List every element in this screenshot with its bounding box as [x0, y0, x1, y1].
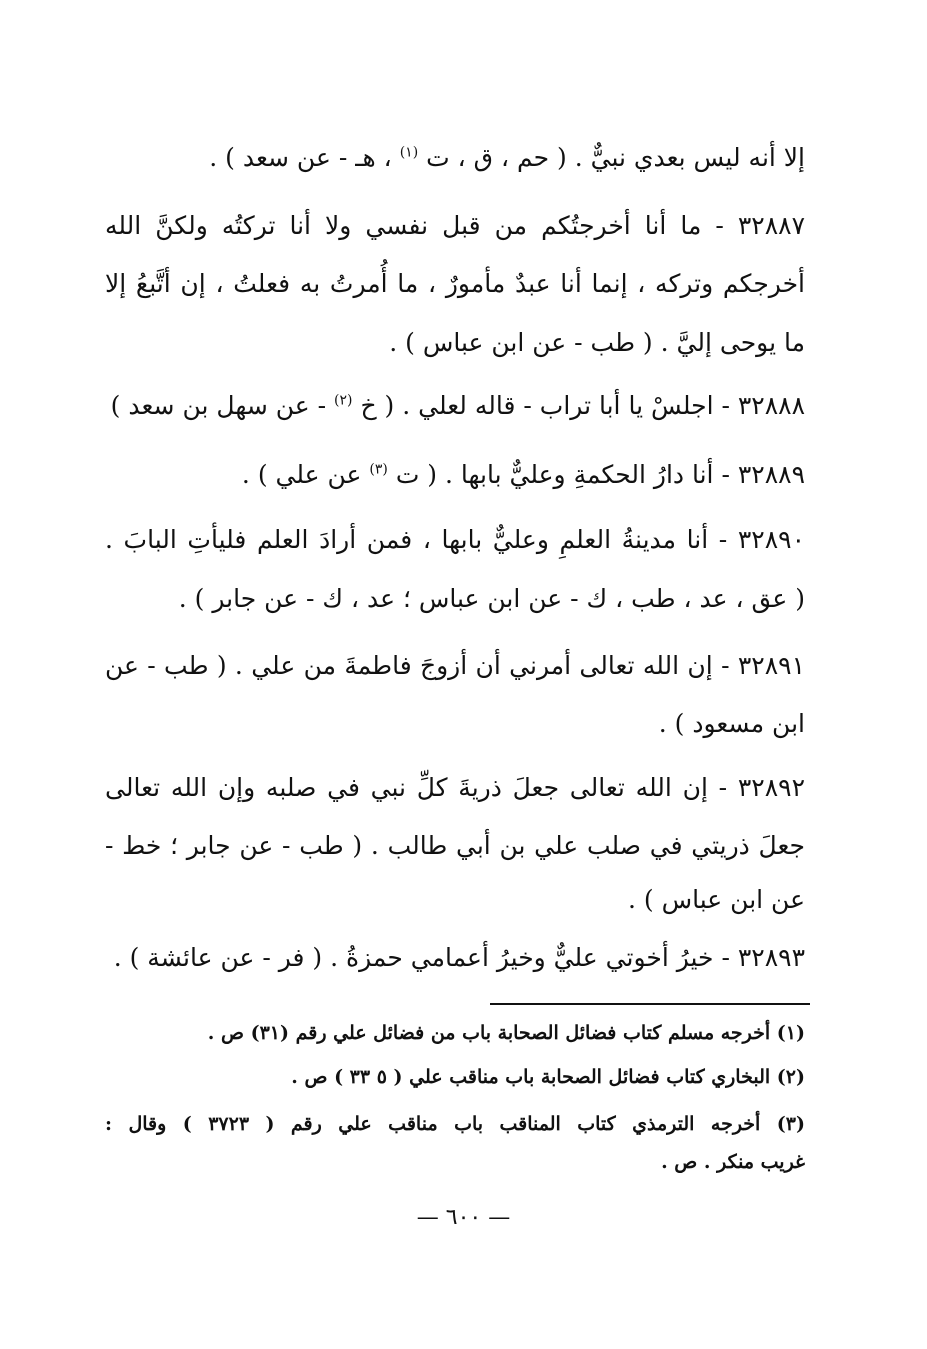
hadith-32888	[105, 393, 805, 418]
footnote-divider	[490, 1003, 810, 1005]
hadith-32891-line-2: ابن مسعود ) .	[658, 709, 805, 738]
footnote-ref-3: (٣)	[369, 461, 388, 478]
footnote-1: (١) أخرجه مسلم كتاب فضائل الصحابة باب من فضائل علي رقم (٣١) ص .	[207, 1022, 805, 1044]
hadith-32892-line-2: جعلَ ذريتي في صلب علي بن أبي طالب . ( طب - عن جابر ؛ خط -	[105, 831, 805, 860]
hadith-32887-line-3: ما يوحى إليَّ . ( طب - عن ابن عباس ) .	[389, 328, 805, 357]
hadith-32889-source: عن علي ) .	[241, 460, 362, 489]
hadith-32890-line-2: ( عق ، عد ، طب ، ك - عن ابن عباس ؛ عد ، ك - عن جابر ) .	[178, 584, 805, 613]
line-1-head: إلا أنه ليس بعدي نبيٌّ . ( حم ، ق ، ت	[426, 143, 805, 172]
hadith-32891-line-1: ٣٢٨٩١ - إن الله تعالى أمرني أن أزوجَ فاطمةَ من علي . ( طب - عن	[105, 651, 805, 680]
hadith-32887-line-1: ٣٢٨٨٧ - ما أنا أخرجتُكم من قبل نفسي ولا أنا تركتُه ولكنَّ الله	[105, 211, 805, 240]
hadith-32892-line-3: عن ابن عباس ) .	[628, 885, 805, 914]
footnote-2: (٢) البخاري كتاب فضائل الصحابة باب مناقب علي ( ٥ ٣٣ ) ص .	[291, 1066, 805, 1088]
hadith-32893: ٣٢٨٩٣ - خيرُ أخوتي عليٌّ وخيرُ أعمامي حمزةُ . ( فر - عن عائشة ) .	[113, 943, 805, 972]
footnote-3: (٣) أخرجه الترمذي كتاب المناقب باب مناقب علي رقم ( ٣٧٢٣ ) وقال :	[105, 1113, 805, 1135]
text-line-1	[105, 145, 805, 170]
hadith-32889	[105, 462, 805, 487]
hadith-32888-source: - عن سهل بن سعد )	[110, 391, 327, 420]
footnote-ref-2: (٢)	[334, 392, 353, 409]
line-1-tail: ، هـ - عن سعد ) .	[209, 143, 392, 172]
hadith-32887-line-2: أخرجكم وتركه ، إنما أنا عبدٌ مأمورٌ ، ما أُمرتُ به فعلتُ ، إن أتَّبعُ إلا	[105, 269, 805, 298]
hadith-32889-text: ٣٢٨٨٩ - أنا دارُ الحكمةِ وعليٌّ بابها . ( ت	[395, 460, 805, 489]
footnote-3-continuation: غريب منكر . ص .	[661, 1151, 805, 1173]
hadith-32892-line-1: ٣٢٨٩٢ - إن الله تعالى جعلَ ذريةَ كلِّ نبي في صلبه وإن الله تعالى	[105, 773, 805, 802]
hadith-32890-line-1: ٣٢٨٩٠ - أنا مدينةُ العلمِ وعليٌّ بابها ، فمن أرادَ العلم فليأتِ البابَ .	[105, 525, 805, 554]
footnote-ref-1: (١)	[399, 144, 419, 161]
page-number: — ٦٠٠ —	[416, 1205, 511, 1230]
hadith-32888-text: ٣٢٨٨٨ - اجلسْ يا أبا تراب - قاله لعلي . ( خ	[360, 391, 805, 420]
